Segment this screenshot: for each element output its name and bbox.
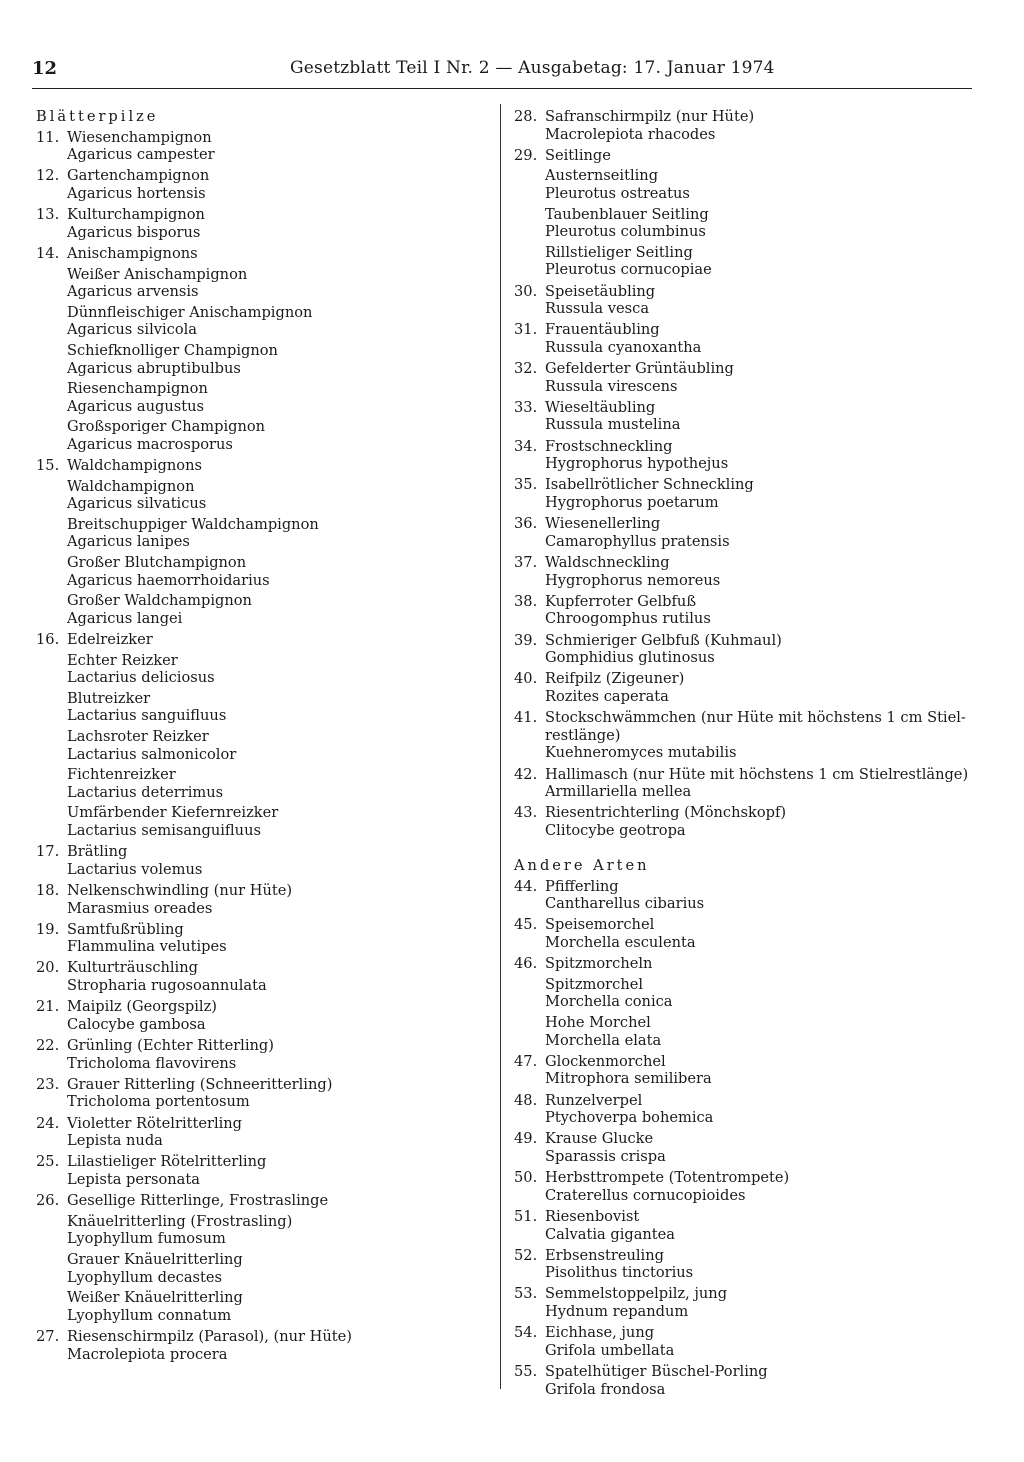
entry-number: 42.: [514, 765, 538, 783]
entry-body: [67, 1115, 486, 1150]
entry-body: [545, 1169, 984, 1204]
entry-number: 34.: [514, 437, 538, 455]
latin-name: Chroogomphus rutilus: [545, 610, 711, 628]
species-entry: [36, 631, 486, 840]
common-name: Spitzmorcheln: [545, 955, 653, 973]
entry-body: [545, 476, 984, 511]
entry-body: [545, 515, 984, 550]
entry-body: [545, 147, 984, 279]
entry-number: 53.: [514, 1285, 538, 1303]
common-name: Erbsenstreuling: [545, 1246, 664, 1264]
entry-number: 22.: [36, 1037, 60, 1055]
sub-species: [67, 478, 486, 513]
latin-name: Lepista personata: [67, 1170, 200, 1188]
sub-species: [67, 380, 486, 415]
latin-name: Grifola umbellata: [545, 1341, 675, 1359]
common-name: Nelkenschwindling (nur Hüte): [67, 881, 293, 899]
latin-name: Agaricus hortensis: [67, 184, 206, 202]
latin-name: Agaricus arvensis: [67, 283, 199, 301]
species-entry: [514, 1092, 984, 1127]
common-name: Spatelhütiger Büschel-Porling: [545, 1363, 768, 1381]
species-list: [514, 108, 984, 839]
entry-body: [545, 321, 984, 356]
species-entry: [514, 670, 984, 705]
latin-name: Kuehneromyces mutabilis: [545, 744, 737, 762]
latin-name: Macrolepiota rhacodes: [545, 125, 716, 143]
entry-body: [545, 360, 984, 395]
entry-number: 40.: [514, 670, 538, 688]
right-column: [514, 108, 984, 1402]
entry-number: 19.: [36, 920, 60, 938]
common-name: Hohe Morchel: [545, 1014, 651, 1031]
species-entry: [514, 1130, 984, 1165]
sub-species: [67, 728, 486, 763]
species-entry: [514, 476, 984, 511]
latin-name: Lactarius deterrimus: [67, 783, 224, 801]
common-name: Gesellige Ritterlinge, Frostraslinge: [67, 1192, 329, 1210]
common-name: Riesenschirmpilz (Parasol), (nur Hüte): [67, 1327, 352, 1345]
entry-number: 17.: [36, 843, 60, 861]
entry-body: [545, 955, 984, 1049]
species-entry: [36, 882, 486, 917]
entry-body: [545, 709, 984, 762]
sub-species: [545, 976, 984, 1011]
common-name: Waldchampignon: [67, 477, 195, 495]
entry-number: 33.: [514, 398, 538, 416]
latin-name: Macrolepiota procera: [67, 1345, 228, 1363]
species-entry: [514, 709, 984, 762]
section-spacer: [514, 843, 984, 857]
latin-name: Ptychoverpa bohemica: [545, 1109, 714, 1127]
species-entry: [36, 921, 486, 956]
common-name: Großsporiger Champignon: [67, 418, 266, 436]
common-name: Krause Glucke: [545, 1130, 654, 1148]
latin-name: Lactarius volemus: [67, 860, 203, 878]
entry-body: [67, 167, 486, 202]
common-name: Weißer Knäuelritterling: [67, 1289, 243, 1307]
common-name: Maipilz (Georgspilz): [67, 998, 217, 1016]
entry-number: 32.: [514, 360, 538, 378]
latin-name: Flammulina velutipes: [67, 938, 227, 956]
common-name: Gefelderter Grüntäubling: [545, 360, 734, 378]
common-name: Knäuelritterling (Frostrasling): [67, 1212, 293, 1230]
common-name: Echter Reizker: [67, 651, 178, 669]
species-entry: [514, 360, 984, 395]
sub-species: [545, 206, 984, 241]
latin-name: Agaricus langei: [67, 609, 183, 627]
common-name: Runzelverpel: [545, 1091, 643, 1109]
entry-body: [67, 1153, 486, 1188]
common-name: Pfifferling: [545, 877, 619, 895]
entry-number: 35.: [514, 476, 538, 494]
entry-number: 31.: [514, 321, 538, 339]
entry-body: [67, 959, 486, 994]
latin-name: Hydnum repandum: [545, 1303, 689, 1321]
common-name: Frostschneckling: [545, 437, 673, 455]
section-title: Andere Arten: [514, 857, 650, 875]
common-name: Lilastieliger Rötelritterling: [67, 1153, 267, 1171]
entry-body: [545, 593, 984, 628]
entry-body: [545, 1130, 984, 1165]
common-name: Speisemorchel: [545, 916, 655, 934]
latin-name: Hygrophorus nemoreus: [545, 571, 721, 589]
entry-number: 30.: [514, 282, 538, 300]
entry-number: 26.: [36, 1192, 60, 1210]
entry-body: [67, 1076, 486, 1111]
latin-name: Agaricus macrosporus: [67, 435, 233, 453]
entry-number: 49.: [514, 1130, 538, 1148]
common-name: Isabellrötlicher Schneckling: [545, 476, 754, 494]
common-name: Wieseltäubling: [545, 398, 656, 416]
entry-number: 38.: [514, 592, 538, 610]
page-header: [32, 58, 972, 89]
common-name: Riesenbovist: [545, 1207, 640, 1225]
sub-species: [67, 516, 486, 551]
entry-body: [67, 457, 486, 627]
common-name: Grauer Knäuelritterling: [67, 1250, 243, 1268]
common-name: Grünling (Echter Ritterling): [67, 1037, 274, 1055]
common-name: Safranschirmpilz (nur Hüte): [545, 108, 755, 125]
latin-name: Agaricus lanipes: [67, 533, 190, 551]
entry-body: [545, 1247, 984, 1282]
common-name: Rillstieliger Seitling: [545, 243, 693, 261]
latin-name: Lactarius sanguifluus: [67, 707, 227, 725]
latin-name: Mitrophora semilibera: [545, 1070, 712, 1088]
entry-number: 39.: [514, 631, 538, 649]
sub-species: [67, 304, 486, 339]
common-name: Violetter Rötelritterling: [67, 1114, 243, 1132]
running-title: Gesetzblatt Teil I Nr. 2 — Ausgabetag: 17. Januar 1974: [290, 58, 775, 78]
common-name: Waldschneckling: [545, 554, 670, 571]
species-entry: [514, 147, 984, 279]
entry-number: 23.: [36, 1075, 60, 1093]
latin-name: Tricholoma portentosum: [67, 1093, 250, 1111]
entry-body: [545, 1092, 984, 1127]
entry-body: [545, 804, 984, 839]
latin-name: Agaricus abruptibulbus: [67, 359, 241, 377]
latin-name: Craterellus cornucopioides: [545, 1186, 746, 1204]
latin-name: Agaricus campester: [67, 146, 215, 164]
common-name: Breitschuppiger Waldchampignon: [67, 515, 319, 533]
latin-name: Camarophyllus pratensis: [545, 532, 730, 550]
sub-species: [545, 1014, 984, 1049]
common-name: Semmelstoppelpilz, jung: [545, 1285, 728, 1303]
entry-number: 11.: [36, 128, 60, 146]
species-entry: [514, 1208, 984, 1243]
common-name: Weißer Anischampignon: [67, 265, 248, 283]
latin-name: Armillariella mellea: [545, 783, 692, 801]
entry-number: 43.: [514, 804, 538, 822]
entry-body: [545, 670, 984, 705]
common-name: Kulturchampignon: [67, 206, 205, 224]
sub-species: [67, 342, 486, 377]
entry-body: [545, 766, 984, 801]
species-entry: [514, 283, 984, 318]
latin-name: Cantharellus cibarius: [545, 895, 705, 913]
common-name: Großer Waldchampignon: [67, 592, 252, 610]
latin-name: Stropharia rugosoannulata: [67, 977, 267, 995]
common-name: Dünnfleischiger Anischampignon: [67, 303, 313, 321]
species-entry: [514, 766, 984, 801]
common-name: Wiesenellerling: [545, 515, 661, 533]
entry-number: 41.: [514, 709, 538, 727]
entry-number: 45.: [514, 916, 538, 934]
latin-name: Grifola frondosa: [545, 1380, 666, 1398]
species-entry: [514, 593, 984, 628]
species-entry: [514, 804, 984, 839]
entry-body: [67, 631, 486, 840]
species-entry: [514, 321, 984, 356]
entry-body: [67, 998, 486, 1033]
species-entry: [514, 955, 984, 1049]
species-entry: [36, 1192, 486, 1324]
latin-name: Russula virescens: [545, 377, 678, 395]
common-name: Kulturträuschling: [67, 959, 198, 977]
species-entry: [514, 438, 984, 473]
sub-species: [67, 1289, 486, 1324]
entry-number: 36.: [514, 515, 538, 533]
entry-number: 54.: [514, 1324, 538, 1342]
latin-name: Lactarius salmonicolor: [67, 745, 237, 763]
latin-name: Agaricus haemorrhoidarius: [67, 571, 270, 589]
common-name: Herbsttrompete (Totentrompete): [545, 1169, 790, 1187]
latin-name: Agaricus silvicola: [67, 321, 197, 339]
entry-number: 48.: [514, 1091, 538, 1109]
entry-number: 28.: [514, 108, 538, 125]
common-name: Umfärbender Kiefernreizker: [67, 804, 279, 822]
species-entry: [36, 1328, 486, 1363]
species-entry: [514, 1053, 984, 1088]
entry-body: [545, 108, 984, 143]
entry-body: [67, 843, 486, 878]
entry-body: [545, 283, 984, 318]
common-name: Waldchampignons: [67, 457, 202, 475]
entry-body: [545, 878, 984, 913]
section-title: Blätterpilze: [36, 108, 159, 125]
sub-species: [67, 766, 486, 801]
species-entry: [514, 632, 984, 667]
sub-species: [67, 266, 486, 301]
entry-number: 44.: [514, 877, 538, 895]
common-name: Anischampignons: [67, 244, 198, 262]
common-name: Blutreizker: [67, 689, 151, 707]
entry-body: [545, 438, 984, 473]
entry-body: [67, 1192, 486, 1324]
left-column: [36, 108, 486, 1367]
latin-name: Gomphidius glutinosus: [545, 649, 715, 667]
entry-body: [67, 921, 486, 956]
latin-name: Lactarius deliciosus: [67, 669, 215, 687]
entry-body: [545, 554, 984, 589]
common-name: Schmieriger Gelbfuß (Kuhmaul): [545, 631, 782, 649]
latin-name: Agaricus augustus: [67, 397, 205, 415]
entry-number: 29.: [514, 146, 538, 164]
common-name: Gartenchampignon: [67, 167, 210, 185]
common-name: Edelreizker: [67, 631, 153, 648]
common-name: Glockenmorchel: [545, 1052, 666, 1070]
common-name: Austernseitling: [545, 167, 659, 185]
latin-name: Morchella elata: [545, 1031, 662, 1049]
species-entry: [514, 1324, 984, 1359]
entry-body: [545, 916, 984, 951]
common-name: Brätling: [67, 843, 128, 861]
species-entry: [36, 1037, 486, 1072]
sub-species: [67, 1251, 486, 1286]
latin-name: Calocybe gambosa: [67, 1015, 206, 1033]
common-name: Reifpilz (Zigeuner): [545, 670, 685, 688]
entry-number: 13.: [36, 206, 60, 224]
entry-body: [67, 1037, 486, 1072]
entry-number: 52.: [514, 1246, 538, 1264]
common-name: Taubenblauer Seitling: [545, 205, 709, 223]
species-entry: [514, 1285, 984, 1320]
common-name: Speisetäubling: [545, 282, 656, 300]
species-entry: [36, 206, 486, 241]
column-divider: [500, 104, 501, 1389]
species-entry: [514, 108, 984, 143]
latin-name: Rozites caperata: [545, 687, 669, 705]
common-name: Riesenchampignon: [67, 380, 208, 398]
entry-number: 47.: [514, 1052, 538, 1070]
entry-body: [545, 632, 984, 667]
species-entry: [514, 1169, 984, 1204]
species-entry: [36, 129, 486, 164]
latin-name: Pisolithus tinctorius: [545, 1264, 694, 1282]
entry-number: 27.: [36, 1327, 60, 1345]
entry-body: [545, 399, 984, 434]
entry-number: 12.: [36, 167, 60, 185]
sub-species: [67, 554, 486, 589]
latin-name: Hygrophorus poetarum: [545, 494, 719, 512]
species-list: [514, 878, 984, 1399]
sub-species: [67, 592, 486, 627]
common-name: Lachsroter Reizker: [67, 727, 209, 745]
latin-name: Russula cyanoxantha: [545, 338, 702, 356]
species-entry: [36, 959, 486, 994]
entry-body: [545, 1208, 984, 1243]
common-name: Großer Blutchampignon: [67, 554, 247, 572]
species-entry: [36, 1115, 486, 1150]
entry-body: [67, 129, 486, 164]
latin-name: Lyophyllum fumosum: [67, 1230, 226, 1248]
sub-species: [67, 1213, 486, 1248]
page-number: 12: [32, 58, 58, 79]
entry-body: [67, 882, 486, 917]
species-entry: [514, 1363, 984, 1398]
entry-number: 25.: [36, 1153, 60, 1171]
latin-name: Morchella esculenta: [545, 934, 696, 952]
latin-name: Calvatia gigantea: [545, 1225, 676, 1243]
entry-number: 46.: [514, 955, 538, 973]
entry-number: 16.: [36, 631, 60, 648]
species-entry: [36, 998, 486, 1033]
species-entry: [36, 167, 486, 202]
species-entry: [36, 1076, 486, 1111]
latin-name: Lyophyllum connatum: [67, 1306, 232, 1324]
entry-number: 20.: [36, 959, 60, 977]
species-entry: [514, 399, 984, 434]
entry-body: [545, 1363, 984, 1398]
entry-number: 18.: [36, 881, 60, 899]
entry-number: 14.: [36, 244, 60, 262]
entry-number: 37.: [514, 554, 538, 571]
latin-name: Clitocybe geotropa: [545, 821, 686, 839]
common-name: Samtfußrübling: [67, 920, 184, 938]
entry-body: [545, 1285, 984, 1320]
sub-species: [67, 690, 486, 725]
latin-name: Marasmius oreades: [67, 899, 213, 917]
latin-name: Hygrophorus hypothejus: [545, 455, 729, 473]
latin-name: Pleurotus columbinus: [545, 223, 706, 241]
entry-body: [67, 1328, 486, 1363]
entry-number: 15.: [36, 457, 60, 475]
sub-species: [67, 418, 486, 453]
latin-name: Agaricus silvaticus: [67, 495, 207, 513]
species-entry: [36, 1153, 486, 1188]
latin-name: Lactarius semisanguifluus: [67, 821, 261, 839]
sub-species: [67, 652, 486, 687]
common-name: Fichtenreizker: [67, 766, 176, 784]
sub-species: [67, 804, 486, 839]
sub-species: [545, 167, 984, 202]
entry-number: 55.: [514, 1363, 538, 1381]
latin-name: Morchella conica: [545, 993, 673, 1011]
latin-name: Pleurotus cornucopiae: [545, 261, 712, 279]
entry-body: [67, 245, 486, 454]
latin-name: Russula mustelina: [545, 416, 681, 434]
entry-body: [67, 206, 486, 241]
species-entry: [514, 878, 984, 913]
species-list: [36, 129, 486, 1364]
entry-body: [545, 1053, 984, 1088]
entry-body: [545, 1324, 984, 1359]
species-entry: [514, 554, 984, 589]
common-name: Stockschwämmchen (nur Hüte mit höchstens 1 cm Stiel-restlänge): [545, 709, 966, 744]
sub-species: [545, 244, 984, 279]
species-entry: [514, 1247, 984, 1282]
entry-number: 24.: [36, 1114, 60, 1132]
latin-name: Sparassis crispa: [545, 1147, 666, 1165]
common-name: Wiesenchampignon: [67, 128, 212, 146]
latin-name: Pleurotus ostreatus: [545, 184, 690, 202]
common-name: Seitlinge: [545, 146, 611, 164]
common-name: Kupferroter Gelbfuß: [545, 592, 697, 610]
common-name: Schiefknolliger Champignon: [67, 341, 278, 359]
common-name: Spitzmorchel: [545, 975, 644, 993]
common-name: Grauer Ritterling (Schneeritterling): [67, 1075, 333, 1093]
species-entry: [514, 515, 984, 550]
species-entry: [514, 916, 984, 951]
latin-name: Agaricus bisporus: [67, 223, 201, 241]
common-name: Eichhase, jung: [545, 1324, 655, 1342]
latin-name: Tricholoma flavovirens: [67, 1054, 237, 1072]
entry-number: 21.: [36, 998, 60, 1016]
entry-number: 51.: [514, 1207, 538, 1225]
species-entry: [36, 843, 486, 878]
species-entry: [36, 457, 486, 627]
latin-name: Lepista nuda: [67, 1132, 163, 1150]
common-name: Frauentäubling: [545, 321, 660, 339]
common-name: Hallimasch (nur Hüte mit höchstens 1 cm Stielrestlänge): [545, 765, 969, 783]
entry-number: 50.: [514, 1169, 538, 1187]
species-entry: [36, 245, 486, 454]
latin-name: Russula vesca: [545, 300, 650, 318]
latin-name: Lyophyllum decastes: [67, 1268, 222, 1286]
common-name: Riesentrichterling (Mönchskopf): [545, 804, 787, 822]
